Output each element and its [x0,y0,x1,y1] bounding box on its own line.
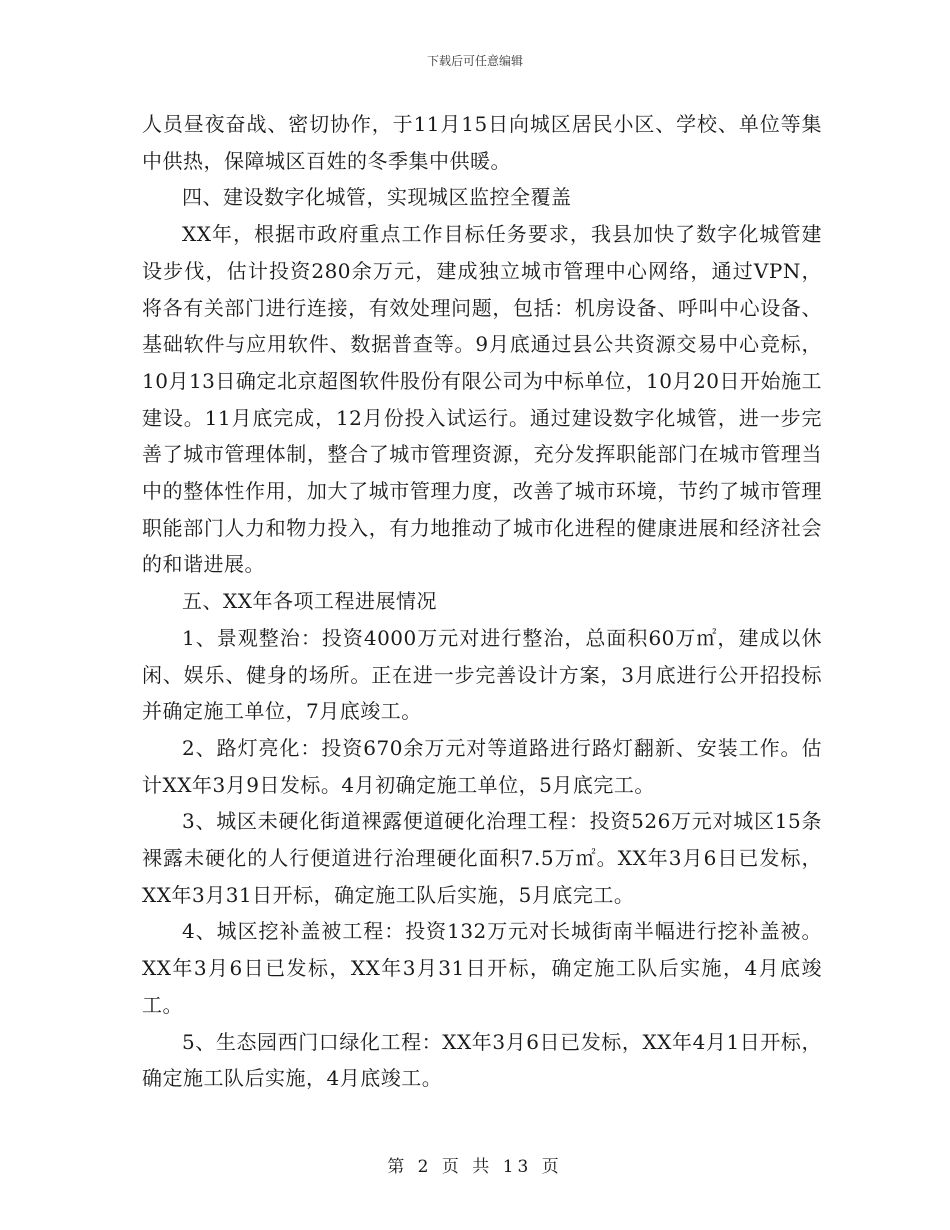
list-item: 3、城区未硬化街道裸露便道硬化治理工程：投资526万元对城区15条裸露未硬化的人行便道进行治理硬化面积7.5万㎡。XX年3月6日已发标，XX年3月31日开标，确定施工队后实施，5月底完工。 [142,809,822,907]
section-heading: 四、建设数字化城管，实现城区监控全覆盖 [182,185,572,210]
list-item: 4、城区挖补盖被工程：投资132万元对长城街南半幅进行挖补盖被。XX年3月6日已发标，XX年3月31日开标，确定施工队后实施，4月底竣工。 [142,919,822,1017]
document-body [142,106,822,1097]
list-item: 2、路灯亮化：投资670余万元对等道路进行路灯翻新、安装工作。估计XX年3月9日发标。4月初确定施工单位，5月底完工。 [142,735,822,797]
section-heading: 五、XX年各项工程进展情况 [182,589,437,614]
paragraph: XX年，根据市政府重点工作目标任务要求，我县加快了数字化城管建设步伐，估计投资280余万元，建成独立城市管理中心网络，通过VPN，将各有关部门进行连接，有效处理问题，包括：机房设备、呼叫中心设备、基础软件与应用软件、数据普查等。9月底通过县公共资源交易中心竞标，10月13日确定北京超图软件股份有限公司为中标单位，10月20日开始施工建设。11月底完成，12月份投入试运行。通过建设数字化城管，进一步完善了城市管理体制，整合了城市管理资源，充分发挥职能部门在城市管理当中的整体性作用，加大了城市管理力度，改善了城市环境，节约了城市管理职能部门人力和物力投入，有力地推动了城市化进程的健康进展和经济社会的和谐进展。 [142,222,822,577]
list-item: 5、生态园西门口绿化工程：XX年3月6日已发标，XX年4月1日开标，确定施工队后实施，4月底竣工。 [142,1029,822,1091]
list-item: 1、景观整治：投资4000万元对进行整治，总面积60万㎡，建成以休闲、娱乐、健身的场所。正在进一步完善设计方案，3月底进行公开招投标并确定施工单位，7月底竣工。 [142,625,822,724]
page-header: 下载后可任意编辑 [426,54,523,68]
page-footer: 第 2 页 共 13 页 [387,1157,563,1177]
paragraph: 人员昼夜奋战、密切协作，于11月15日向城区居民小区、学校、单位等集中供热，保障城区百姓的冬季集中供暖。 [142,112,822,173]
